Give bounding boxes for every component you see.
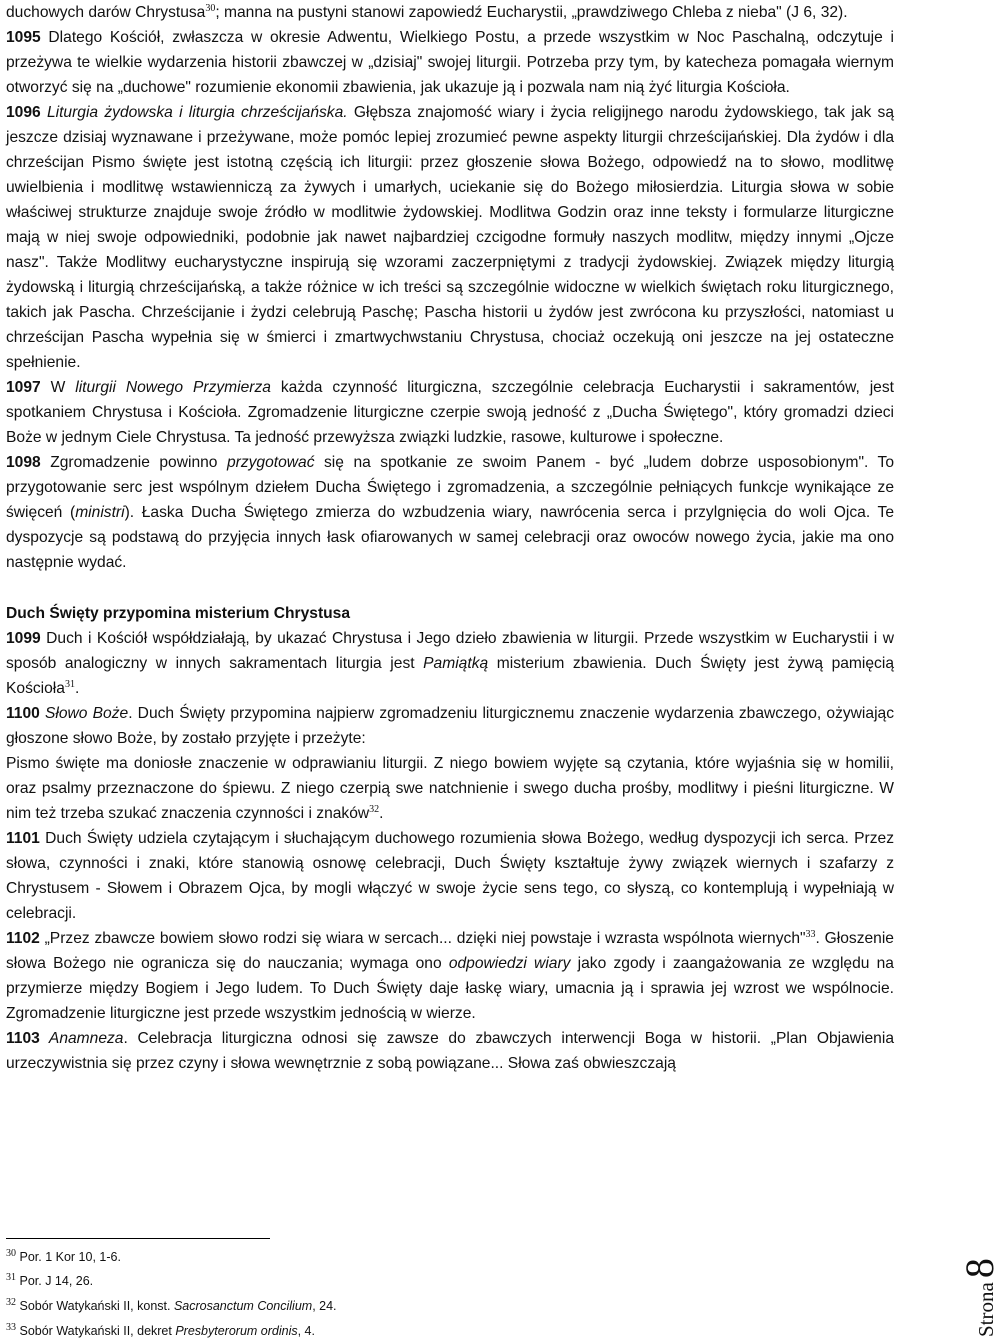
- paragraph-1096: 1096 Liturgia żydowska i liturgia chrześcijańska. Głębsza znajomość wiary i życia religijnego narodu żydowskiego, tak jak są jeszcze dzisiaj wyznawane i przeżywane, może pomóc lepiej zrozumieć pewne aspekty liturgii chrześcijańskiej. Dla żydów i dla chrześcijan Pismo święte jest istotną częścią ich liturgii: przez głoszenie słowa Bożego, odpowiedź na to słowo, modlitwę uwielbienia i modlitwę wstawienniczą za żywych i umarłych, uciekanie się do Bożego miłosierdzia. Liturgia słowa w sobie właściwej strukturze znajduje swoje źródło w modlitwie żydowskiej. Modlitwa Godzin oraz inne teksty i formularze liturgiczne mają w niej swoje odpowiedniki, podobnie jak nawet najbardziej czcigodne formuły naszych modlitw, między innymi „Ojcze nasz". Także Modlitwy eucharystyczne inspirują się wzorami zaczerpniętymi z tradycji żydowskiej. Związek między liturgią żydowską i liturgią chrześcijańską, a także różnice w ich treści są szczególnie widoczne w wielkich świętach roku liturgicznego, takich jak Pascha. Chrześcijanie i żydzi celebrują Paschę; Pascha historii u żydów jest zwrócona ku przyszłości, natomiast u chrześcijan Pascha wypełnia się w śmierci i zmartwychwstaniu Chrystusa, chociaż oczekują oni jeszcze na jej ostateczne spełnienie.: [6, 104, 894, 371]
- paragraph-1103: 1103 Anamneza. Celebracja liturgiczna odnosi się zawsze do zbawczych interwencji Boga w historii. „Plan Objawienia urzeczywistnia się przez czyny i słowa wewnętrznie z sobą powiązane... Słowa zaś obwieszczają: [6, 1030, 894, 1072]
- paragraph-1099: 1099 Duch i Kościół współdziałają, by ukazać Chrystusa i Jego dzieło zbawienia w liturgii. Przede wszystkim w Eucharystii i w sposób analogiczny w innych sakramentach liturgia jest Pamiątką misterium zbawienia. Duch Święty jest żywą pamięcią Kościoła$^{31}$.: [6, 630, 894, 697]
- paragraph-continuation: duchowych darów Chrystusa$^{30}$; manna na pustyni stanowi zapowiedź Eucharystii, „prawdziwego Chleba z nieba" (J 6, 32).: [6, 2, 848, 21]
- paragraph-1100: 1100 Słowo Boże. Duch Święty przypomina najpierw zgromadzeniu liturgicznemu znaczenie wydarzenia zbawczego, ożywiając głoszone słowo Boże, by zostało przyjęte i przeżyte:: [6, 705, 894, 747]
- footnote-32: $^{32}$ Sobór Watykański II, konst. Sacrosanctum Concilium, 24.: [6, 1296, 337, 1313]
- paragraph-number: 1102: [6, 930, 40, 947]
- footnote-33: $^{33}$ Sobór Watykański II, dekret Presbyterorum ordinis, 4.: [6, 1321, 315, 1338]
- paragraph-number: 1095: [6, 29, 41, 46]
- page-number-label: Strona: [974, 1282, 998, 1337]
- footnote-ref-33[interactable]: 33: [805, 928, 816, 940]
- footnote-30: $^{30}$ Por. 1 Kor 10, 1-6.: [6, 1247, 121, 1264]
- footnote-divider: [6, 1238, 270, 1239]
- paragraph-number: 1096: [6, 104, 41, 121]
- page-number-value: 8: [957, 1258, 1002, 1279]
- section-spacer: [6, 575, 894, 601]
- paragraph-number: 1098: [6, 454, 41, 471]
- paragraph-1095: 1095 Dlatego Kościół, zwłaszcza w okresie Adwentu, Wielkiego Postu, a przede wszystkim w Noc Paschalną, odczytuje i przeżywa te wielkie wydarzenia historii zbawczej w „dzisiaj" swojej liturgii. Potrzeba przy tym, by katecheza pomagała wiernym otworzyć się na „duchowe" rozumienie ekonomii zbawienia, jak ukazuje ją i pozwala nam nią żyć liturgia Kościoła.: [6, 29, 894, 96]
- document-body: [6, 0, 894, 1076]
- paragraph-1100-quote: Pismo święte ma doniosłe znaczenie w odprawianiu liturgii. Z niego bowiem wyjęte są czytania, które wyjaśnia się w homilii, oraz psalmy przeznaczone do śpiewu. Z niego czerpią swe natchnienie i swego ducha prośby, modlitwy i pieśni liturgiczne. W nim też trzeba szukać znaczenia czynności i znaków$^{32}$.: [6, 755, 894, 822]
- paragraph-number: 1100: [6, 705, 40, 722]
- paragraph-1097: 1097 W liturgii Nowego Przymierza każda czynność liturgiczna, szczególnie celebracja Eucharystii i sakramentów, jest spotkaniem Chrystusa i Kościoła. Zgromadzenie liturgiczne czerpie swoją jedność z „Ducha Świętego", który gromadzi dzieci Boże w jednym Ciele Chrystusa. Ta jedność przewyższa związki ludzkie, rasowe, kulturowe i społeczne.: [6, 379, 894, 446]
- footnote-ref-32[interactable]: 32: [369, 803, 380, 815]
- footnote-31: $^{31}$ Por. J 14, 26.: [6, 1271, 94, 1288]
- footnote-ref-30[interactable]: 30: [205, 2, 216, 14]
- paragraph-number: 1099: [6, 630, 41, 647]
- page-number: [916, 1217, 1002, 1337]
- paragraph-1101: 1101 Duch Święty udziela czytającym i słuchającym duchowego rozumienia słowa Bożego, według dyspozycji ich serca. Przez słowa, czynności i znaki, które stanowią osnowę celebracji, Duch Święty kształtuje żywy związek wiernych i szafarzy z Chrystusem - Słowem i Obrazem Ojca, by mogli włączyć w swoje życie sens tego, co słyszą, co kontemplują i wypełniają w celebracji.: [6, 830, 894, 922]
- footnote-ref-31[interactable]: 31: [64, 678, 75, 690]
- paragraph-1102: 1102 „Przez zbawcze bowiem słowo rodzi się wiara w sercach... dzięki niej powstaje i wzrasta wspólnota wiernych"$^{33}$. Głoszenie słowa Bożego nie ogranicza się do nauczania; wymaga ono odpowiedzi wiary jako zgody i zaangażowania ze względu na przymierze między Bogiem i Jego ludem. To Duch Święty daje łaskę wiary, umacnia ją i sprawia jej wzrost we wspólnocie. Zgromadzenie liturgiczne jest przede wszystkim jednością w wierze.: [6, 928, 894, 1022]
- paragraph-number: 1103: [6, 1030, 40, 1047]
- paragraph-number: 1101: [6, 830, 40, 847]
- paragraph-1098: 1098 Zgromadzenie powinno przygotować się na spotkanie ze swoim Panem - być „ludem dobrze usposobionym". To przygotowanie serc jest wspólnym dziełem Ducha Świętego i zgromadzenia, a szczególnie pełniących funkcje wynikające ze święceń (ministri). Łaska Ducha Świętego zmierza do wzbudzenia wiary, nawrócenia serca i przylgnięcia do woli Ojca. Te dyspozycje są podstawą do przyjęcia innych łask ofiarowanych w samej celebracji oraz owoców nowego życia, jakie ma ono następnie wydać.: [6, 454, 894, 571]
- section-heading: Duch Święty przypomina misterium Chrystusa: [6, 605, 351, 622]
- paragraph-number: 1097: [6, 379, 41, 396]
